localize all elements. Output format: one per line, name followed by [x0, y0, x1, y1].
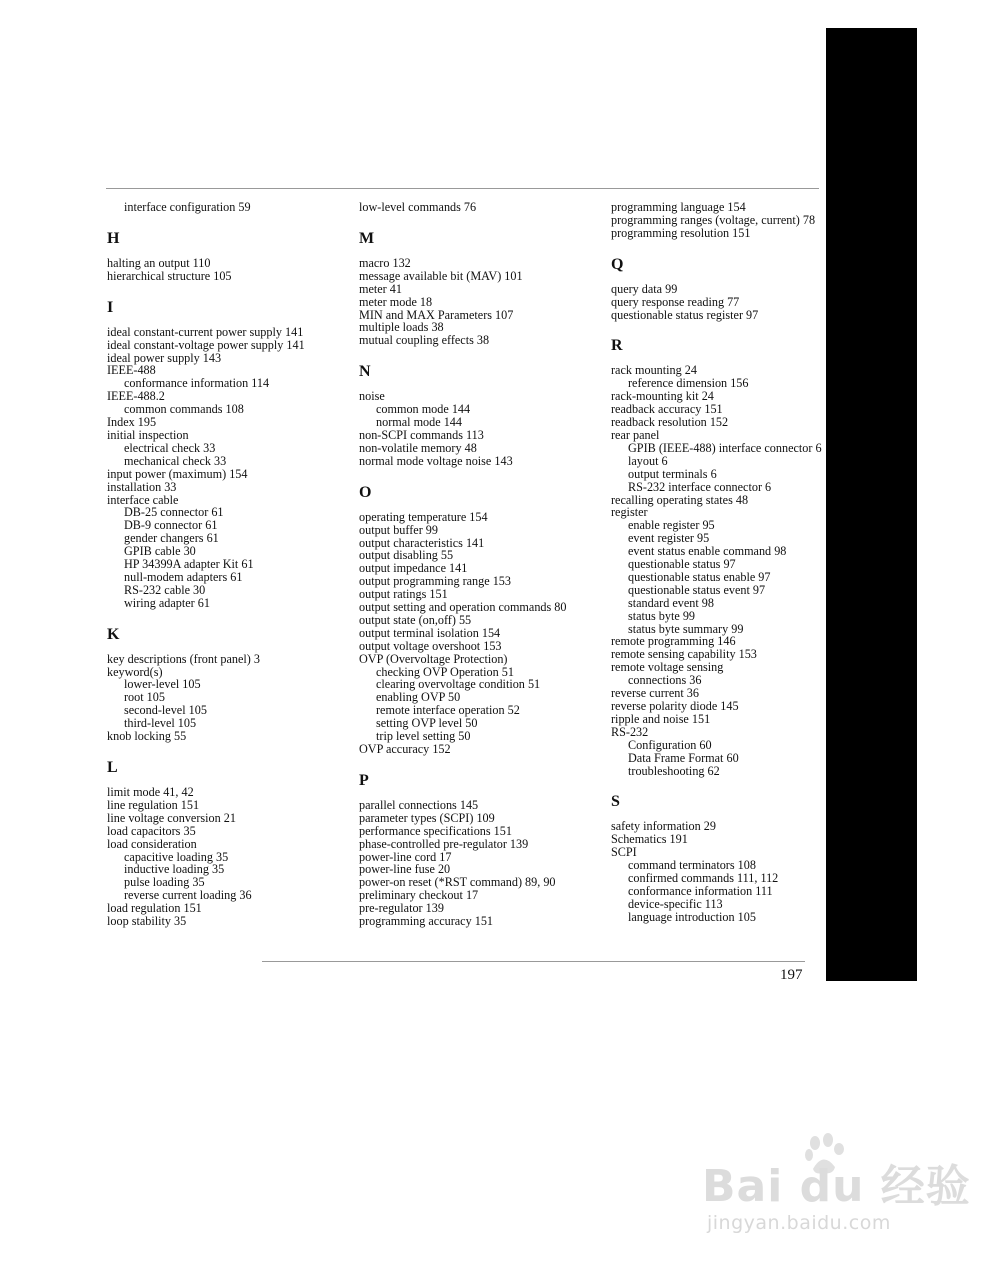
index-entry: readback resolution 152 [611, 415, 729, 430]
index-subentry: reverse current loading 36 [124, 888, 252, 903]
section-letter: L [107, 759, 118, 776]
index-entry: initial inspection [107, 427, 189, 442]
index-entry: recalling operating states 48 [611, 492, 749, 507]
index-subentry: gender changers 61 [124, 531, 219, 546]
watermark-brand: Bai du 经验 [702, 1161, 971, 1212]
index-entry: rack-mounting kit 24 [611, 389, 714, 404]
index-entry: output characteristics 141 [359, 535, 485, 550]
index-subentry: root 105 [124, 690, 165, 705]
index-section [107, 300, 333, 610]
index-subentry: interface configuration 59 [124, 200, 251, 214]
section-letter: S [611, 793, 620, 811]
index-subentry: GPIB (IEEE-488) interface connector 6 [628, 440, 822, 455]
index-subentry: GPIB cable 30 [124, 544, 196, 559]
index-subentry: pulse loading 35 [124, 875, 205, 890]
index-subentry: HP 34399A adapter Kit 61 [124, 557, 254, 572]
index-subentry: capacitive loading 35 [124, 849, 229, 864]
index-entry: safety information 29 [611, 819, 716, 834]
index-entry: output ratings 151 [359, 587, 448, 602]
index-entry: non-volatile memory 48 [359, 440, 477, 455]
index-subentry: clearing overvoltage condition 51 [376, 677, 541, 692]
index-section [359, 485, 585, 756]
index-entry: mutual coupling effects 38 [359, 333, 490, 348]
index-entry: operating temperature 154 [359, 509, 488, 524]
index-subentry: second-level 105 [124, 703, 207, 718]
section-letter: R [611, 337, 623, 355]
index-subentry: enable register 95 [628, 518, 715, 533]
section-letter: H [107, 229, 120, 247]
index-entry: register [611, 505, 648, 520]
page-number: 197 [780, 967, 803, 983]
section-letter: M [359, 229, 375, 247]
index-section [359, 773, 585, 928]
index-entry: rear panel [611, 427, 660, 442]
index-subentry: output terminals 6 [628, 466, 717, 481]
index-subentry: questionable status event 97 [628, 582, 766, 597]
index-subentry: remote interface operation 52 [376, 703, 520, 718]
index-entry: remote sensing capability 153 [611, 647, 757, 662]
index-entry: multiple loads 38 [359, 320, 444, 335]
index-entry: line voltage conversion 21 [107, 810, 236, 825]
index-entry: output programming range 153 [359, 574, 511, 589]
index-subentry: inductive loading 35 [124, 862, 225, 877]
index-entry: questionable status register 97 [611, 307, 759, 322]
index-subentry: command terminators 108 [628, 858, 756, 873]
index-entry: reverse current 36 [611, 686, 699, 701]
index-subentry: conformance information 111 [628, 883, 773, 898]
index-entry: output disabling 55 [359, 548, 454, 563]
index-subentry: wiring adapter 61 [124, 595, 210, 610]
index-subentry: RS-232 cable 30 [124, 582, 206, 597]
index-subentry: status byte 99 [628, 608, 696, 623]
index-section [611, 794, 823, 923]
index-entry: load capacitors 35 [107, 823, 196, 838]
index-subentry: status byte summary 99 [628, 621, 744, 636]
index-subentry: trip level setting 50 [376, 729, 471, 744]
index-entry: installation 33 [107, 479, 177, 494]
index-entry: power-line fuse 20 [359, 862, 451, 877]
index-subentry: lower-level 105 [124, 677, 201, 692]
index-section [359, 364, 585, 467]
index-section [611, 338, 823, 777]
index-subentry: checking OVP Operation 51 [376, 664, 514, 679]
index-entry: OVP accuracy 152 [359, 742, 451, 756]
header-rule [106, 188, 819, 189]
index-entry: query data 99 [611, 281, 678, 296]
index-entry: readback accuracy 151 [611, 402, 723, 417]
index-entry: load consideration [107, 836, 197, 851]
index-subentry: confirmed commands 111, 112 [628, 871, 779, 886]
index-subentry: common mode 144 [376, 402, 471, 417]
index-entry: preliminary checkout 17 [359, 888, 479, 903]
index-entry: IEEE-488 [107, 363, 156, 378]
index-entry: normal mode voltage noise 143 [359, 453, 513, 468]
index-section [107, 201, 333, 214]
index-entry: keyword(s) [107, 664, 163, 679]
index-subentry: language introduction 105 [628, 909, 756, 924]
index-entry: line regulation 151 [107, 797, 200, 812]
index-entry: pre-regulator 139 [359, 901, 444, 916]
index-entry: noise [359, 389, 385, 404]
index-entry: output buffer 99 [359, 522, 438, 537]
watermark-url: jingyan.baidu.com [707, 1212, 891, 1234]
index-entry: output setting and operation commands 80 [359, 600, 567, 615]
section-letter: K [107, 625, 120, 643]
section-letter: Q [611, 255, 624, 273]
index-subentry: connections 36 [628, 673, 702, 688]
index-section [107, 760, 333, 928]
index-subentry: questionable status 97 [628, 557, 736, 572]
index-section [611, 201, 823, 240]
index-entry: remote programming 146 [611, 634, 736, 649]
index-subentry: DB-9 connector 61 [124, 518, 218, 533]
index-entry: programming resolution 151 [611, 225, 751, 240]
index-entry: hierarchical structure 105 [107, 268, 232, 283]
index-entry: power-on reset (*RST command) 89, 90 [359, 875, 556, 890]
index-entry: load regulation 151 [107, 901, 202, 916]
section-letter: P [359, 771, 369, 789]
index-subentry: electrical check 33 [124, 440, 216, 455]
index-subentry: Configuration 60 [628, 737, 712, 752]
index-subentry: event status enable command 98 [628, 544, 787, 559]
index-subentry: Data Frame Format 60 [628, 750, 739, 765]
index-subentry: conformance information 114 [124, 376, 270, 391]
index-entry: programming accuracy 151 [359, 914, 494, 929]
index-entry: Schematics 191 [611, 832, 688, 847]
index-entry: power-line cord 17 [359, 849, 452, 864]
index-entry: OVP (Overvoltage Protection) [359, 651, 508, 666]
index-entry: parallel connections 145 [359, 797, 479, 812]
index-entry: query response reading 77 [611, 294, 740, 309]
index-entry: output impedance 141 [359, 561, 468, 576]
index-entry: performance specifications 151 [359, 823, 512, 838]
index-entry: phase-controlled pre-regulator 139 [359, 836, 529, 851]
index-entry: input power (maximum) 154 [107, 466, 248, 481]
index-section [359, 231, 585, 347]
index-subentry: standard event 98 [628, 595, 714, 610]
index-entry: output voltage overshoot 153 [359, 638, 502, 653]
index-entry: macro 132 [359, 255, 411, 270]
index-section [107, 231, 333, 283]
index-subentry: enabling OVP 50 [376, 690, 461, 705]
index-entry: output state (on,off) 55 [359, 612, 472, 627]
index-subentry: null-modem adapters 61 [124, 569, 243, 584]
index-subentry: DB-25 connector 61 [124, 505, 224, 520]
index-entry: limit mode 41, 42 [107, 785, 194, 799]
index-column-1 [107, 201, 333, 928]
index-entry: SCPI [611, 845, 637, 860]
index-subentry: questionable status enable 97 [628, 569, 771, 584]
index-entry: meter 41 [359, 281, 402, 296]
index-subentry: troubleshooting 62 [628, 763, 720, 778]
index-entry: ideal constant-current power supply 141 [107, 324, 304, 339]
index-entry: Index 195 [107, 415, 157, 430]
index-subentry: setting OVP level 50 [376, 716, 478, 731]
index-subentry: reference dimension 156 [628, 376, 749, 391]
index-entry: remote voltage sensing [611, 660, 724, 675]
index-entry: non-SCPI commands 113 [359, 427, 484, 442]
section-letter: O [359, 483, 372, 501]
index-entry: IEEE-488.2 [107, 389, 165, 404]
footer-rule [262, 961, 805, 962]
index-column-2 [359, 201, 585, 928]
index-subentry: layout 6 [628, 453, 668, 468]
index-entry: interface cable [107, 492, 179, 507]
index-entry: output terminal isolation 154 [359, 625, 501, 640]
index-column-3 [611, 201, 823, 924]
index-entry: key descriptions (front panel) 3 [107, 651, 260, 666]
index-subentry: RS-232 interface connector 6 [628, 479, 772, 494]
index-entry: loop stability 35 [107, 914, 187, 929]
index-section [107, 627, 333, 743]
index-subentry: mechanical check 33 [124, 453, 227, 468]
index-section [611, 257, 823, 322]
section-letter: I [107, 298, 114, 316]
index-subentry: common commands 108 [124, 402, 244, 417]
index-entry: programming language 154 [611, 201, 746, 214]
section-letter: N [359, 363, 371, 381]
index-entry: parameter types (SCPI) 109 [359, 810, 495, 825]
index-entry: programming ranges (voltage, current) 78 [611, 212, 816, 227]
index-entry: ripple and noise 151 [611, 711, 711, 726]
index-entry: rack mounting 24 [611, 363, 697, 378]
index-entry: ideal power supply 143 [107, 350, 222, 365]
chapter-tab-black [826, 28, 917, 981]
index-subentry: event register 95 [628, 531, 710, 546]
index-subentry: normal mode 144 [376, 415, 462, 430]
index-entry: meter mode 18 [359, 294, 433, 309]
index-entry: halting an output 110 [107, 255, 211, 270]
index-subentry: device-specific 113 [628, 896, 723, 911]
index-entry: message available bit (MAV) 101 [359, 268, 523, 283]
index-entry: reverse polarity diode 145 [611, 699, 739, 713]
index-subentry: third-level 105 [124, 716, 197, 731]
index-entry: knob locking 55 [107, 729, 187, 744]
index-entry: RS-232 [611, 724, 649, 739]
index-entry: low-level commands 76 [359, 200, 477, 214]
index-entry: MIN and MAX Parameters 107 [359, 307, 514, 322]
index-section [359, 201, 585, 214]
index-entry: ideal constant-voltage power supply 141 [107, 337, 305, 352]
